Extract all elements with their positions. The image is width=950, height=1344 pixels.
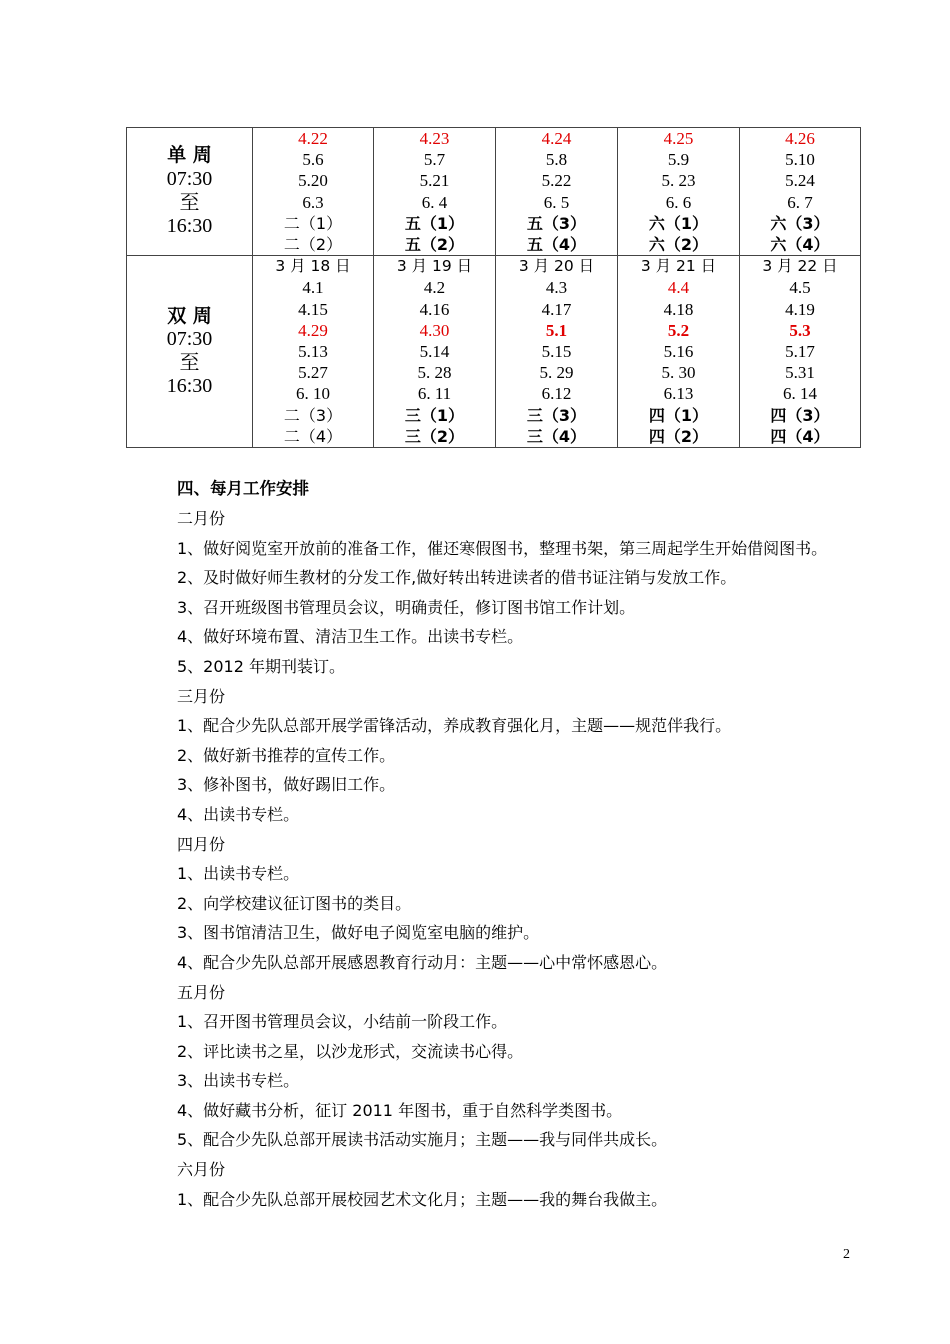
time-to: 至 [179,191,200,214]
date-entry: 5.15 [541,342,572,362]
section-heading: 四、每月工作安排 [177,479,309,498]
single-week-cell [253,128,374,256]
double-week-cell [374,256,496,448]
date-entry: 5.22 [541,171,572,191]
date-entry: 5.1 [545,320,568,340]
class-entry: 六（3） [770,213,830,233]
time-start: 07:30 [166,328,213,351]
date-entry: 5.3 [789,320,811,340]
month-title: 三月份 [177,686,226,706]
date-entry: 5.9 [667,150,690,170]
month-title: 二月份 [177,509,226,528]
date-entry: 4.26 [785,129,815,148]
monthly-plan-section [130,474,870,1214]
single-week-cell [496,128,618,256]
class-entry: 二（3） [283,405,343,425]
date-entry: 5. 23 [661,171,696,191]
date-entry: 5.17 [785,342,815,362]
date-entry: 4.16 [419,299,450,319]
class-entry: 四（2） [648,426,709,446]
date-entry: 5.14 [419,342,450,362]
plan-item: 3、召开班级图书管理员会议，明确责任，修订图书馆工作计划。 [177,597,636,617]
class-entry: 四（3） [770,405,830,425]
page-number: 2 [843,1247,850,1262]
date-entry: 6.3 [302,192,324,212]
date-entry: 3 月 19 日 [396,257,473,276]
date-entry: 4.25 [663,129,694,148]
month-title: 六月份 [177,1160,226,1180]
class-entry: 四（1） [648,405,709,425]
plan-item: 1、召开图书管理员会议，小结前一阶段工作。 [177,1012,508,1032]
time-to: 至 [179,351,200,374]
date-entry: 6.12 [541,384,572,404]
date-entry: 6. 5 [543,192,570,212]
date-entry: 5.6 [302,150,324,170]
date-entry: 3 月 18 日 [275,257,351,276]
single-week-row [127,128,861,256]
date-entry: 6. 4 [421,192,448,212]
plan-item: 3、修补图书，做好踢旧工作。 [177,775,396,795]
date-entry: 5.24 [785,171,815,191]
class-entry: 二（2） [283,235,343,255]
date-entry: 5. 28 [417,363,452,383]
time-end: 16:30 [166,375,213,398]
date-entry: 4.19 [785,299,815,319]
date-entry: 6.13 [663,384,694,404]
date-entry: 4.17 [541,299,572,319]
month-title: 五月份 [177,982,226,1002]
plan-item: 4、做好环境布置、清洁卫生工作。出读书专栏。 [177,627,524,647]
date-entry: 5.21 [419,171,450,191]
date-entry: 5.20 [298,171,328,191]
date-entry: 6. 11 [417,384,452,404]
class-entry: 三（4） [526,426,587,446]
double-week-row [127,256,861,448]
date-entry: 5.13 [298,342,328,362]
date-entry: 5. 29 [539,363,574,383]
plan-item: 1、出读书专栏。 [177,864,300,884]
double-week-header [127,256,253,448]
date-entry: 4.1 [302,278,324,298]
class-entry: 五（3） [526,213,587,233]
date-entry: 6. 10 [296,384,330,404]
plan-item: 2、及时做好师生教材的分发工作,做好转出转进读者的借书证注销与发放工作。 [177,568,737,588]
date-entry: 3 月 21 日 [640,257,717,276]
date-entry: 6. 6 [665,192,692,212]
plan-item: 2、做好新书推荐的宣传工作。 [177,745,396,765]
single-week-cell [374,128,496,256]
plan-item: 2、评比读书之星，以沙龙形式，交流读书心得。 [177,1041,524,1061]
class-entry: 五（4） [526,235,587,255]
plan-item: 5、配合少先队总部开展读书活动实施月；主题——我与同伴共成长。 [177,1130,668,1150]
plan-item: 2、向学校建议征订图书的类目。 [177,893,412,913]
date-entry: 4.4 [667,278,690,298]
class-entry: 六（2） [648,235,709,255]
time-start: 07:30 [166,168,213,191]
week-label: 单 周 [167,144,212,167]
date-entry: 3 月 22 日 [762,257,838,276]
single-week-cell [740,128,861,256]
class-entry: 五（2） [404,235,465,255]
date-entry: 5.2 [667,320,690,340]
date-entry: 5.16 [663,342,694,362]
class-entry: 六（4） [770,235,830,255]
time-end: 16:30 [166,215,213,238]
date-entry: 4.22 [298,129,328,148]
double-week-cell [496,256,618,448]
class-entry: 三（3） [526,405,587,425]
double-week-cell [253,256,374,448]
class-entry: 四（4） [770,426,830,446]
date-entry: 4.3 [545,278,568,298]
date-entry: 5.7 [423,150,446,170]
class-entry: 六（1） [648,213,709,233]
plan-item: 1、做好阅览室开放前的准备工作，催还寒假图书，整理书架，第三周起学生开始借阅图书。 [177,538,828,558]
plan-item: 5、2012 年期刊装订。 [177,656,345,676]
double-week-cell [618,256,740,448]
month-title: 四月份 [177,834,226,854]
plan-item: 4、出读书专栏。 [177,804,300,824]
date-entry: 4.2 [423,278,446,298]
single-week-cell [618,128,740,256]
plan-item: 1、配合少先队总部开展校园艺术文化月；主题——我的舞台我做主。 [177,1189,668,1209]
date-entry: 6. 14 [783,384,817,404]
date-entry: 4.5 [789,278,811,298]
class-entry: 二（1） [283,213,343,233]
date-entry: 4.29 [298,320,328,340]
plan-item: 1、配合少先队总部开展学雷锋活动，养成教育强化月，主题——规范伴我行。 [177,716,732,736]
plan-item: 4、配合少先队总部开展感恩教育行动月：主题——心中常怀感恩心。 [177,952,668,972]
schedule-table [126,127,861,448]
date-entry: 3 月 20 日 [518,257,595,276]
plan-item: 4、做好藏书分析，征订 2011 年图书，重于自然科学类图书。 [177,1100,623,1120]
plan-item: 3、图书馆清洁卫生，做好电子阅览室电脑的维护。 [177,923,540,943]
class-entry: 三（1） [404,405,465,425]
date-entry: 5.27 [298,363,328,383]
date-entry: 4.24 [541,129,572,148]
date-entry: 5. 30 [661,363,696,383]
class-entry: 五（1） [404,213,465,233]
date-entry: 6. 7 [787,192,813,212]
double-week-cell [740,256,861,448]
date-entry: 5.8 [545,150,568,170]
week-label: 双 周 [167,304,212,327]
date-entry: 4.15 [298,299,328,319]
class-entry: 三（2） [404,426,465,446]
date-entry: 4.18 [663,299,694,319]
single-week-header [127,128,253,256]
plan-item: 3、出读书专栏。 [177,1071,300,1091]
class-entry: 二（4） [283,426,343,446]
date-entry: 5.10 [785,150,815,170]
date-entry: 5.31 [785,363,815,383]
date-entry: 4.30 [419,320,450,340]
date-entry: 4.23 [419,129,450,148]
